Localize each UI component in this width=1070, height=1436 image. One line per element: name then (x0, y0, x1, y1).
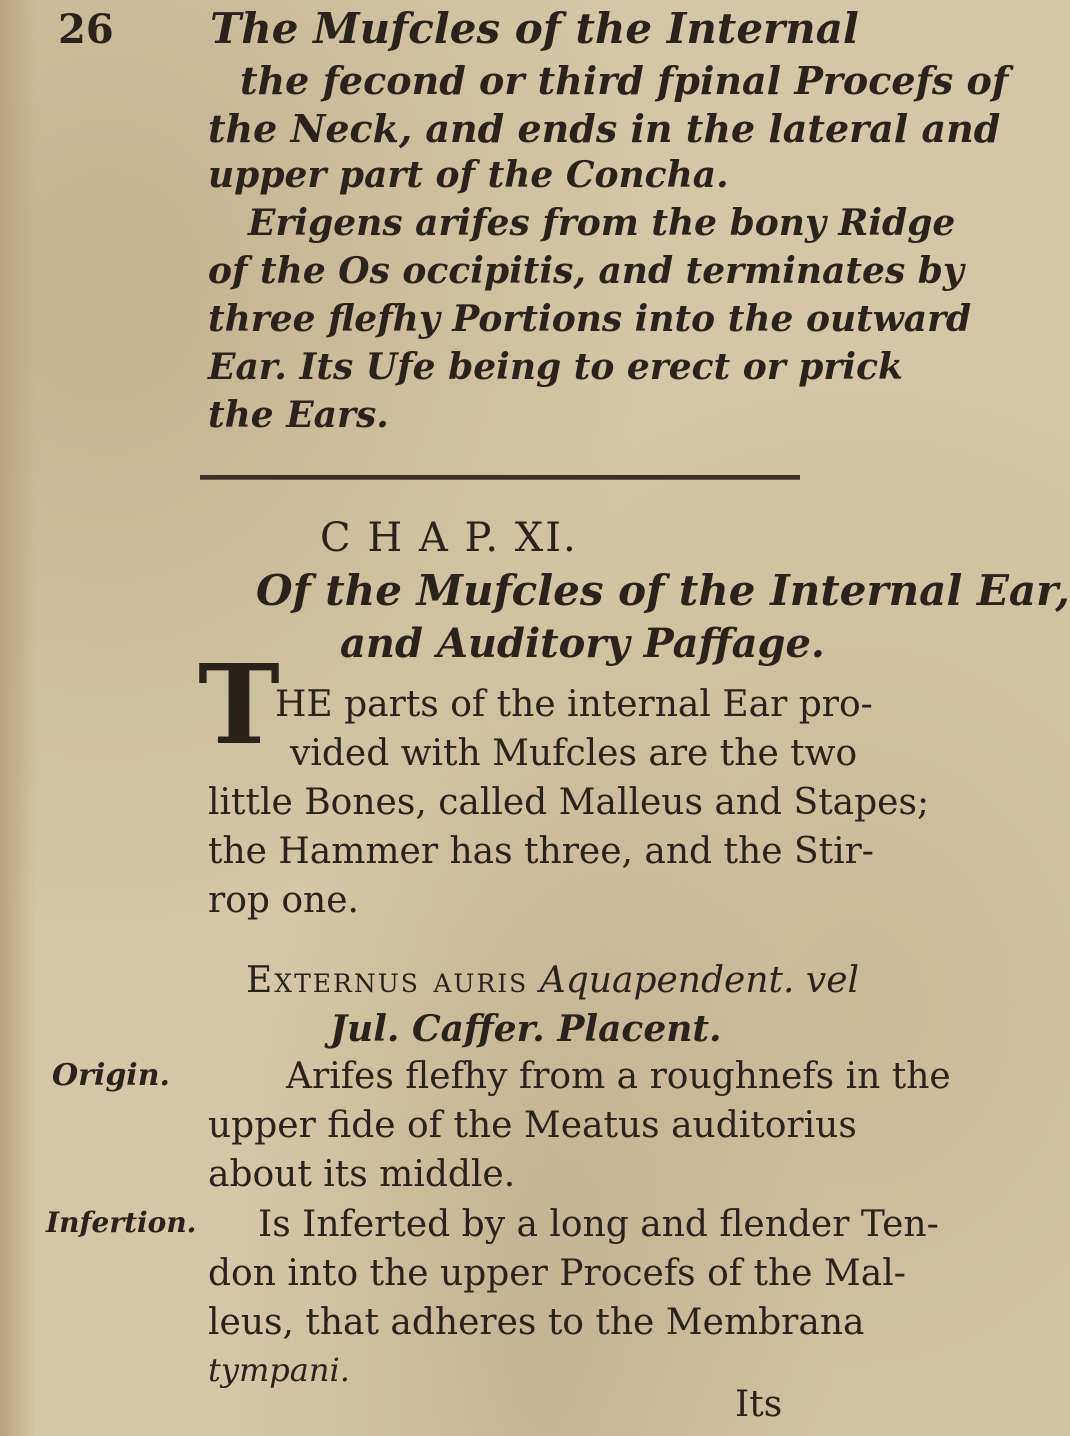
page-number: 26 (58, 6, 114, 53)
text-line: the Hammer has three, and the Stir- (208, 831, 874, 872)
text-line: don into the upper Procefs of the Mal- (208, 1253, 906, 1294)
text-line: the Neck, and ends in the lateral and (208, 106, 1001, 151)
chapter-title: Of the Mufcles of the Internal Ear, (256, 566, 1070, 615)
text-line: upper part of the Concha. (208, 154, 729, 196)
text-line: Is Inferted by a long and flender Ten- (258, 1204, 939, 1245)
text-line: HE parts of the internal Ear pro- (275, 684, 873, 725)
chapter-heading: C H A P. XI. (320, 515, 578, 561)
text-line: of the Os occipitis, and terminates by (208, 250, 964, 292)
text-line: three flefhy Portions into the outward (208, 298, 972, 340)
margin-note-origin: Origin. (52, 1058, 170, 1093)
page-edge-shadow (0, 0, 36, 1436)
text-line: upper fide of the Meatus auditorius (208, 1105, 857, 1146)
text-line: Ear. Its Ufe being to erect or prick (208, 346, 903, 388)
text-line: Erigens arifes from the bony Ridge (248, 202, 956, 244)
muscle-authority-line: Jul. Caffer. Placent. (330, 1008, 722, 1050)
running-title: The Mufcles of the Internal (210, 4, 859, 53)
muscle-heading (246, 960, 859, 1001)
muscle-authority: Aquapendent. vel (539, 960, 860, 1001)
muscle-name: Externus auris (246, 960, 529, 1001)
text-line: rop one. (208, 880, 359, 921)
text-line: about its middle. (208, 1154, 516, 1195)
text-line: the Ears. (208, 394, 389, 436)
text-line: leus, that adheres to the Membrana (208, 1302, 865, 1343)
text-line: little Bones, called Malleus and Stapes; (208, 782, 930, 823)
drop-cap: T (198, 640, 280, 769)
margin-note-insertion: Infertion. (46, 1206, 197, 1239)
section-rule (200, 475, 800, 480)
text-line: vided with Mufcles are the two (290, 733, 858, 774)
chapter-subtitle: and Auditory Paffage. (340, 620, 825, 667)
text-line: the fecond or third fpinal Procefs of (240, 58, 1009, 103)
catchword: Its (735, 1384, 783, 1425)
text-line: tympani. (208, 1351, 350, 1389)
text-line: Arifes flefhy from a roughnefs in the (286, 1056, 951, 1097)
